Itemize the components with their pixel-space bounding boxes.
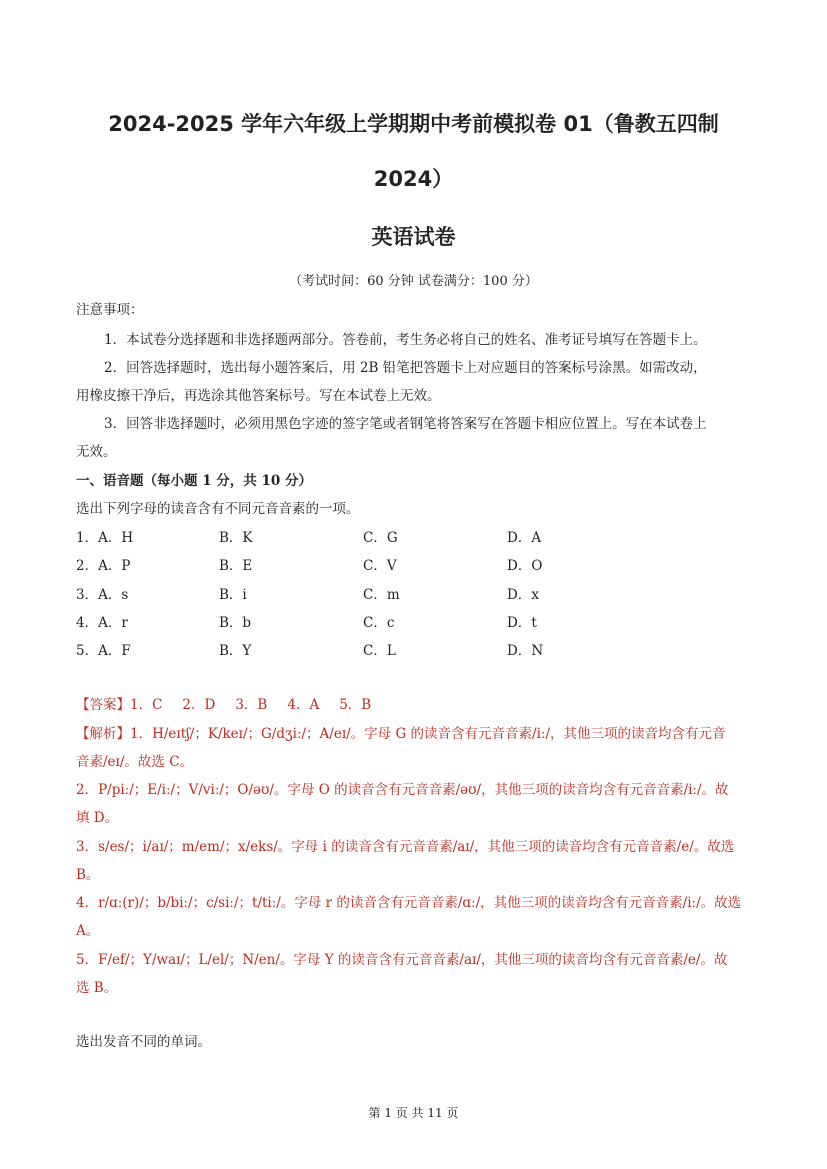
exam-title: 2024-2025 学年六年级上学期期中考前模拟卷 01（鲁教五四制: [108, 112, 719, 136]
note-1: 1．本试卷分选择题和非选择题两部分。答卷前，考生务必将自己的姓名、准考证号填写在答题卡上。: [104, 332, 707, 348]
option-b: B．i: [219, 587, 247, 603]
option-a: 3．A．s: [76, 587, 129, 603]
option-b: B．b: [219, 615, 252, 631]
answer-item: 3．B: [235, 697, 268, 713]
answer-item: 1．C: [130, 697, 163, 713]
option-b: B．E: [219, 558, 253, 574]
page-footer: 第 1 页 共 11 页: [368, 1106, 459, 1120]
answer-item: 4．A: [287, 697, 320, 713]
analysis-line: A。: [76, 923, 100, 939]
option-c: C．G: [363, 530, 398, 546]
exam-subject: 英语试卷: [371, 225, 456, 249]
answer-item: 2．D: [182, 697, 216, 713]
option-c: C．c: [363, 615, 395, 631]
notes-heading: 注意事项：: [76, 302, 144, 318]
option-d: D．t: [507, 615, 537, 631]
question-row: [76, 639, 756, 659]
option-b: B．K: [219, 530, 253, 546]
option-d: D．x: [507, 587, 539, 603]
analysis-text: 1．H/eɪtʃ/；K/keɪ/；G/dʒiː/；A/eɪ/。字母 G 的读音含有元音音素/iː/，其他三项的读音均含有元音: [130, 726, 726, 742]
question-row: [76, 611, 756, 631]
answer-key: [76, 693, 371, 713]
question-row: [76, 583, 756, 603]
note-2-continued: 用橡皮擦干净后，再选涂其他答案标号。写在本试卷上无效。: [76, 388, 441, 404]
analysis-line: 填 D。: [76, 810, 119, 826]
note-2: 2．回答选择题时，选出每小题答案后，用 2B 铅笔把答题卡上对应题目的答案标号涂黑。如需改动，: [104, 360, 707, 376]
answer-label: 【答案】: [76, 697, 130, 713]
section-instruction: 选出下列字母的读音含有不同元音音素的一项。: [76, 501, 360, 517]
analysis-line: [76, 722, 726, 742]
option-a: 2．A．P: [76, 558, 131, 574]
question-row: [76, 526, 756, 546]
analysis-line: 5．F/ef/；Y/waɪ/；L/el/；N/en/。字母 Y 的读音含有元音音素/aɪ/，其他三项的读音均含有元音音素/e/。故: [76, 952, 728, 968]
question-row: [76, 554, 756, 574]
analysis-line: 4．r/ɑː(r)/；b/biː/；c/siː/；t/tiː/。字母 r 的读音含有元音音素/ɑː/，其他三项的读音均含有元音音素/iː/。故选: [76, 895, 742, 911]
analysis-line: 音素/eɪ/。故选 C。: [76, 754, 194, 770]
option-a: 4．A．r: [76, 615, 128, 631]
section-instruction: 选出发音不同的单词。: [76, 1034, 211, 1050]
analysis-line: B。: [76, 867, 100, 883]
section-heading: 一、语音题（每小题 1 分，共 10 分）: [76, 473, 312, 489]
exam-title-continued: 2024）: [373, 167, 454, 191]
option-c: C．m: [363, 587, 400, 603]
exam-info: （考试时间：60 分钟 试卷满分：100 分）: [289, 274, 538, 289]
option-c: C．L: [363, 643, 396, 659]
analysis-line: 选 B。: [76, 980, 118, 996]
note-3: 3．回答非选择题时，必须用黑色字迹的签字笔或者钢笔将答案写在答题卡相应位置上。写在本试卷上: [104, 416, 707, 432]
option-a: 5．A．F: [76, 643, 131, 659]
option-c: C．V: [363, 558, 397, 574]
note-3-continued: 无效。: [76, 444, 117, 460]
analysis-label: 【解析】: [76, 726, 130, 742]
option-d: D．N: [507, 643, 544, 659]
analysis-line: 2．P/piː/；E/iː/；V/viː/；O/əʊ/。字母 O 的读音含有元音音素/əʊ/，其他三项的读音均含有元音音素/iː/。故: [76, 782, 729, 798]
option-a: 1．A．H: [76, 530, 134, 546]
option-d: D．A: [507, 530, 542, 546]
answer-item: 5．B: [339, 697, 372, 713]
analysis-line: 3．s/es/；i/aɪ/；m/em/；x/eks/。字母 i 的读音含有元音音素/aɪ/，其他三项的读音均含有元音音素/e/。故选: [76, 839, 735, 855]
option-d: D．O: [507, 558, 543, 574]
option-b: B．Y: [219, 643, 252, 659]
